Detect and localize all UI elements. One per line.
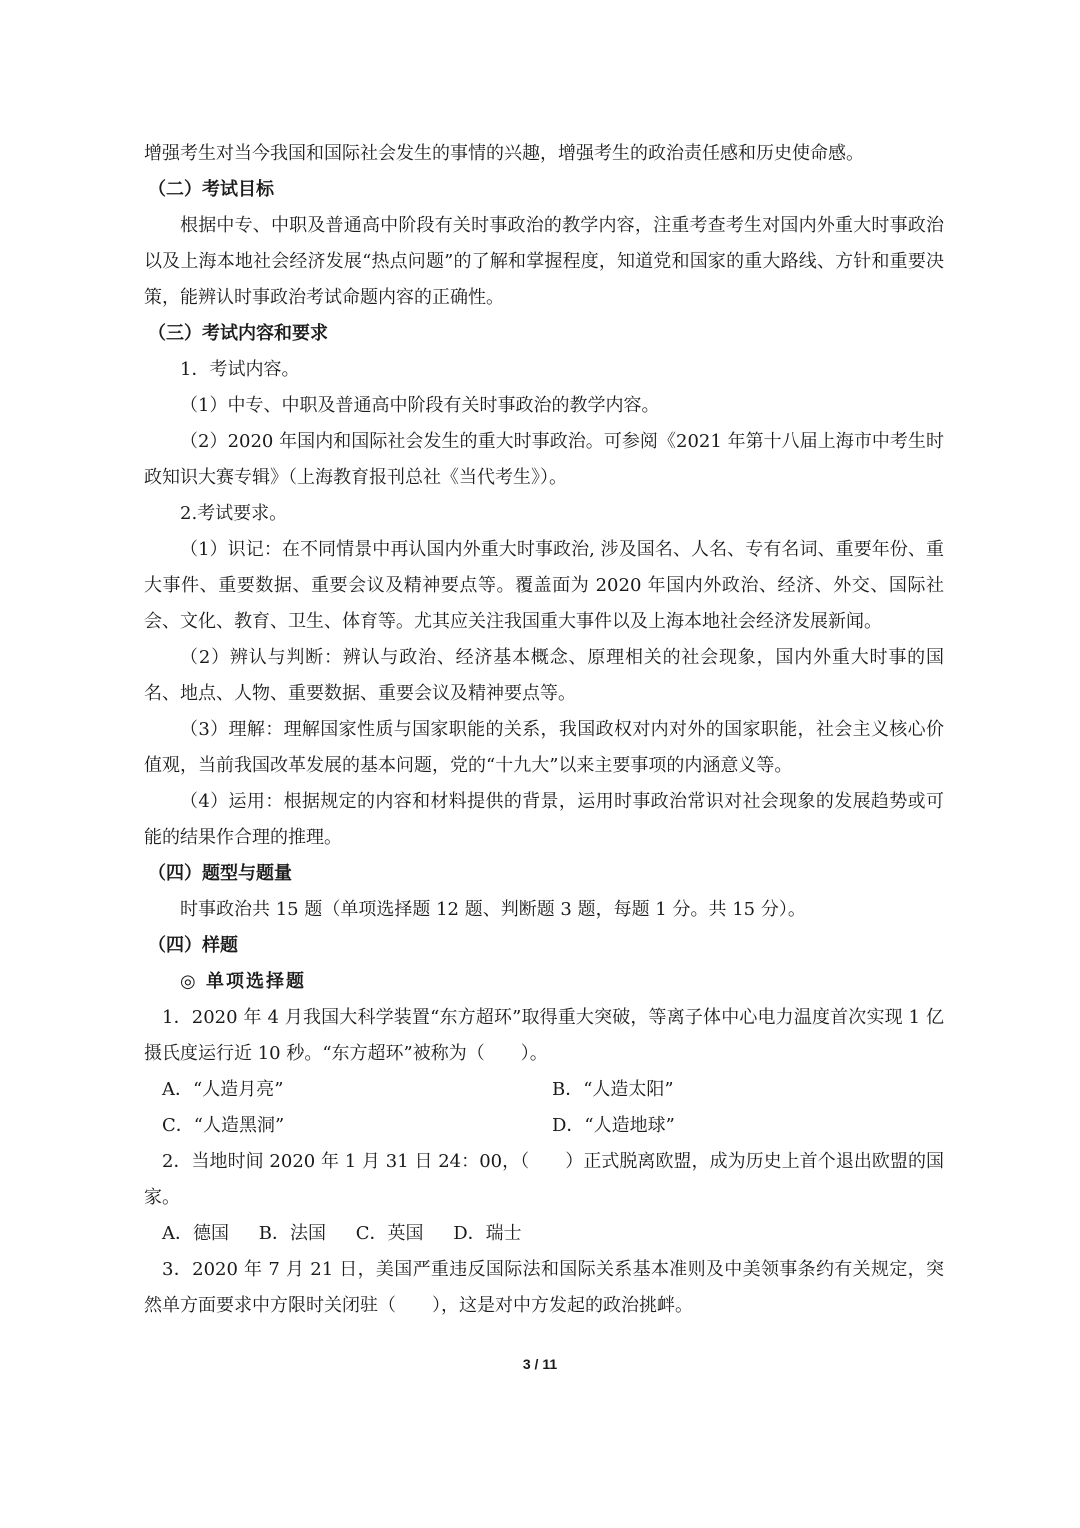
option-a: A．德国	[162, 1223, 229, 1244]
question-1-options-row-2	[144, 1108, 944, 1144]
question-2: 2．当地时间 2020 年 1 月 31 日 24：00，（ ）正式脱离欧盟，成为历史上首个退出欧盟的国家。	[144, 1151, 944, 1208]
page-number: 3 / 11	[522, 1356, 558, 1372]
option-b: B．法国	[258, 1223, 326, 1244]
item-exam-requirements: 2.考试要求。	[180, 503, 288, 524]
option-d: D．“人造地球”	[552, 1115, 675, 1136]
item-requirement-4: （4）运用：根据规定的内容和材料提供的背景，运用时事政治常识对社会现象的发展趋势或可能的结果作合理的推理。	[144, 791, 944, 848]
heading-exam-content: （三）考试内容和要求	[148, 323, 328, 344]
item-content-2: （2）2020 年国内和国际社会发生的重大时事政治。可参阅《2021 年第十八届上海市中考生时政知识大赛专辑》（上海教育报刊总社《当代考生》）。	[144, 431, 944, 488]
option-a: A．“人造月亮”	[162, 1079, 284, 1100]
item-requirement-3: （3）理解：理解国家性质与国家职能的关系，我国政权对内对外的国家职能，社会主义核心价值观，当前我国改革发展的基本问题，党的“十九大”以来主要事项的内涵意义等。	[144, 719, 944, 776]
item-exam-content: 1．考试内容。	[180, 359, 300, 380]
option-b: B．“人造太阳”	[552, 1079, 674, 1100]
question-1-options-row-1	[144, 1072, 944, 1108]
question-3: 3．2020 年 7 月 21 日，美国严重违反国际法和国际关系基本准则及中美领事条约有关规定，突然单方面要求中方限时关闭驻（ ），这是对中方发起的政治挑衅。	[144, 1259, 944, 1316]
item-content-1: （1）中专、中职及普通高中阶段有关时事政治的教学内容。	[180, 395, 660, 416]
paragraph-question-types: 时事政治共 15 题（单项选择题 12 题、判断题 3 题，每题 1 分。共 15 分）。	[180, 899, 806, 920]
subheading-single-choice: ◎ 单项选择题	[180, 971, 306, 992]
heading-sample-questions: （四）样题	[148, 935, 238, 956]
option-d: D．瑞士	[453, 1223, 522, 1244]
question-2-options	[144, 1216, 944, 1252]
heading-exam-goal: （二）考试目标	[148, 179, 274, 200]
option-c: C．“人造黑洞”	[162, 1115, 285, 1136]
question-1: 1．2020 年 4 月我国大科学装置“东方超环”取得重大突破，等离子体中心电力温度首次实现 1 亿摄氏度运行近 10 秒。“东方超环”被称为（ ）。	[144, 1007, 944, 1064]
heading-question-types: （四）题型与题量	[148, 863, 292, 884]
paragraph-intro-tail: 增强考生对当今我国和国际社会发生的事情的兴趣，增强考生的政治责任感和历史使命感。	[144, 143, 864, 164]
option-c: C．英国	[355, 1223, 424, 1244]
item-requirement-2: （2）辨认与判断：辨认与政治、经济基本概念、原理相关的社会现象，国内外重大时事的国名、地点、人物、重要数据、重要会议及精神要点等。	[144, 647, 944, 704]
paragraph-exam-goal: 根据中专、中职及普通高中阶段有关时事政治的教学内容，注重考查考生对国内外重大时事政治以及上海本地社会经济发展“热点问题”的了解和掌握程度，知道党和国家的重大路线、方针和重要决策，能辨认时事政治考试命题内容的正确性。	[144, 215, 944, 308]
page-content	[144, 136, 944, 1324]
item-requirement-1: （1）识记：在不同情景中再认国内外重大时事政治, 涉及国名、人名、专有名词、重要年份、重大事件、重要数据、重要会议及精神要点等。覆盖面为 2020 年国内外政治、经济、外交、国际社会、文化、教育、卫生、体育等。尤其应关注我国重大事件以及上海本地社会经济发展新闻。	[144, 539, 944, 632]
